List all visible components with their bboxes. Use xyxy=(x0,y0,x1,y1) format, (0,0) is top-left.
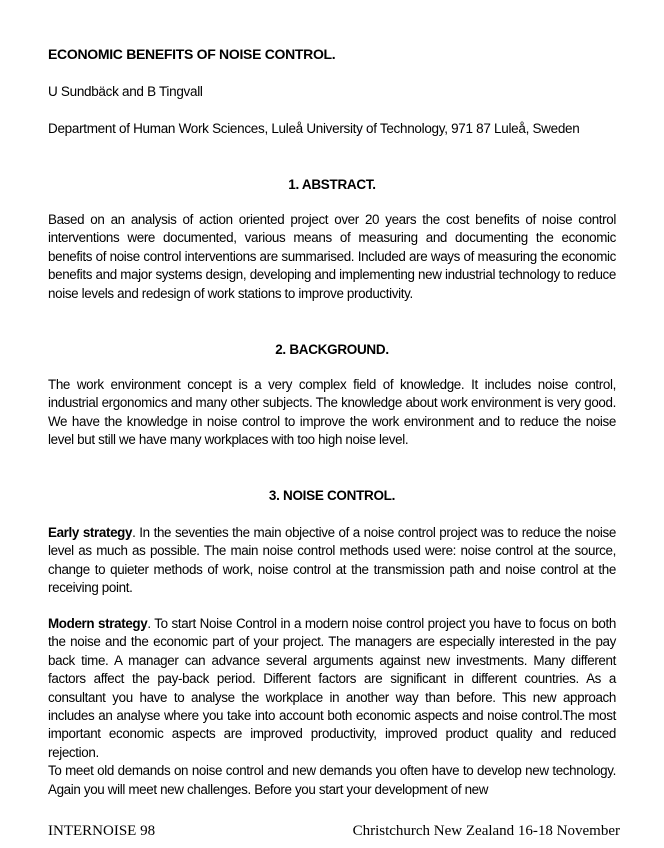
modern-strategy-text: . To start Noise Control in a modern noise control project you have to focus on both the noise and the economic part of your project. The managers are especially interested in the pay back time. A manager can advance several arguments against new investments. Many different factors affect the pay-back period. Different factors are significant in different countries. As a consultant you have to analyse the workplace in another way than before. This new approach includes an analyse where you take into account both economic aspects and noise control.The most important economic aspects are improved productivity, improved product quality and reduced rejection. xyxy=(48,616,616,760)
footer-conference: INTERNOISE 98 xyxy=(48,823,156,839)
modern-strategy-paragraph xyxy=(48,615,616,799)
modern-strategy-label: Modern strategy xyxy=(48,616,148,631)
abstract-heading: 1. ABSTRACT. xyxy=(288,177,376,192)
abstract-paragraph: Based on an analysis of action oriented project over 20 years the cost benefits of noise control interventions were documented, various means of measuring and documenting the economic benefits of noise control interventions are summarised. Included are ways of measuring the economic benefits and major systems design, developing and implementing new industrial technology to reduce noise levels and redesign of work stations to improve productivity. xyxy=(48,212,616,301)
new-demands-text: To meet old demands on noise control and new demands you often have to develop new technology. Again you will meet new challenges. Before you start your development of new xyxy=(48,763,616,797)
paper-authors: U Sundbäck and B Tingvall xyxy=(48,84,203,99)
early-strategy-label: Early strategy xyxy=(48,525,133,540)
paper-affiliation: Department of Human Work Sciences, Luleå University of Technology, 971 87 Luleå, Sweden xyxy=(48,121,580,136)
early-strategy-text: . In the seventies the main objective of a noise control project was to reduce the noise level as much as possible. The main noise control methods used were: noise control at the source, change to quieter methods of work, noise control at the transmission path and noise control at the receiving point. xyxy=(48,525,616,596)
noise-control-heading: 3. NOISE CONTROL. xyxy=(268,488,396,503)
early-strategy-paragraph xyxy=(48,524,616,598)
background-heading: 2. BACKGROUND. xyxy=(275,342,389,357)
footer-location-date: Christchurch New Zealand 16-18 November xyxy=(352,823,620,839)
paper-title: ECONOMIC BENEFITS OF NOISE CONTROL. xyxy=(48,46,336,62)
background-paragraph: The work environment concept is a very complex field of knowledge. It includes noise control, industrial ergonomics and many other subjects. The knowledge about work environment is very good. We have the knowledge in noise control to improve the work environment and to reduce the noise level but still we have many workplaces with too high noise level. xyxy=(48,377,616,448)
